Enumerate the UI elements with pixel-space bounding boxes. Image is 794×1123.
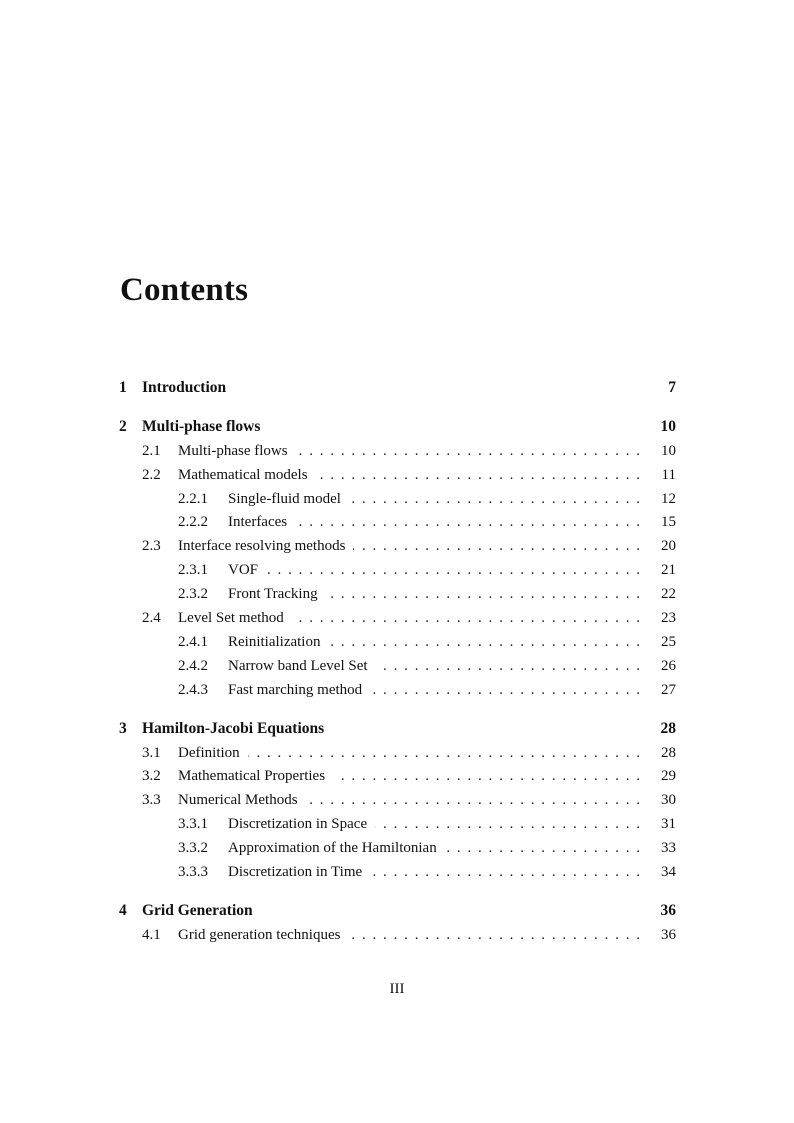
toc-entry-number: 2	[119, 418, 127, 435]
toc-entry-page: 10	[660, 418, 676, 435]
toc-entry-title: Interface resolving methods	[178, 538, 346, 554]
toc-entry[interactable]	[119, 416, 676, 438]
toc-entry-page: 15	[661, 514, 676, 530]
toc-entry-number: 2.2.1	[178, 491, 208, 507]
toc-entry[interactable]	[119, 631, 676, 653]
toc-entry[interactable]	[119, 488, 676, 510]
toc-leader-dots	[370, 679, 640, 701]
toc-leader-dots	[353, 535, 640, 557]
page-title: Contents	[120, 272, 249, 308]
toc-entry-page: 29	[661, 768, 676, 784]
toc-entry-page: 11	[661, 467, 676, 483]
toc-entry[interactable]	[119, 789, 676, 811]
toc-entry-number: 3.3.1	[178, 816, 208, 832]
toc-entry-page: 12	[661, 491, 676, 507]
toc-leader-dots	[326, 583, 640, 605]
toc-entry-number: 2.2.2	[178, 514, 208, 530]
toc-entry-title: Front Tracking	[228, 586, 318, 602]
toc-leader-dots	[316, 464, 640, 486]
toc-entry-title: Grid generation techniques	[178, 927, 341, 943]
toc-entry-number: 2.2	[142, 467, 161, 483]
toc-entry-page: 10	[661, 443, 676, 459]
toc-entry[interactable]	[119, 607, 676, 629]
toc-entry-number: 4.1	[142, 927, 161, 943]
toc-entry-title: Multi-phase flows	[178, 443, 288, 459]
toc-entry[interactable]	[119, 861, 676, 883]
toc-leader-dots	[296, 440, 640, 462]
toc-entry-number: 2.4	[142, 610, 161, 626]
toc-entry[interactable]	[119, 377, 676, 399]
toc-leader-dots	[266, 559, 640, 581]
toc-entry-number: 2.1	[142, 443, 161, 459]
toc-entry-title: Approximation of the Hamiltonian	[228, 840, 437, 856]
toc-leader-dots	[295, 511, 640, 533]
toc-entry[interactable]	[119, 765, 676, 787]
toc-entry-title: Fast marching method	[228, 682, 363, 698]
toc-leader-dots	[348, 924, 640, 946]
toc-entry[interactable]	[119, 813, 676, 835]
toc-leader-dots	[375, 813, 640, 835]
toc-entry-number: 1	[119, 379, 127, 396]
toc-entry-number: 4	[119, 902, 127, 919]
toc-entry-title: Discretization in Space	[228, 816, 368, 832]
toc-entry-page: 20	[661, 538, 676, 554]
toc-entry-number: 2.3.1	[178, 562, 208, 578]
toc-entry-page: 36	[660, 902, 676, 919]
toc-entry-number: 3.1	[142, 745, 161, 761]
toc-entry-title: VOF	[228, 562, 259, 578]
toc-entry[interactable]	[119, 440, 676, 462]
toc-leader-dots	[445, 837, 640, 859]
toc-entry-page: 33	[661, 840, 676, 856]
table-of-contents	[119, 0, 676, 1123]
toc-entry-title: Hamilton-Jacobi Equations	[142, 720, 325, 737]
toc-entry-title: Multi-phase flows	[142, 418, 261, 435]
toc-entry-title: Definition	[178, 745, 240, 761]
toc-entry-page: 22	[661, 586, 676, 602]
toc-entry-number: 2.4.3	[178, 682, 208, 698]
toc-leader-dots	[333, 765, 640, 787]
toc-entry-page: 30	[661, 792, 676, 808]
toc-entry-number: 3.3.2	[178, 840, 208, 856]
toc-entry-title: Mathematical Properties	[178, 768, 326, 784]
toc-leader-dots	[370, 861, 640, 883]
toc-entry-number: 3.3.3	[178, 864, 208, 880]
toc-entry-title: Reinitialization	[228, 634, 321, 650]
toc-leader-dots	[328, 631, 640, 653]
toc-entry[interactable]	[119, 464, 676, 486]
toc-leader-dots	[248, 742, 640, 764]
toc-entry-number: 2.4.2	[178, 658, 208, 674]
toc-entry-number: 3	[119, 720, 127, 737]
toc-entry-page: 31	[661, 816, 676, 832]
toc-entry-page: 25	[661, 634, 676, 650]
toc-entry-page: 34	[661, 864, 676, 880]
page-number: III	[389, 981, 405, 997]
toc-entry[interactable]	[119, 718, 676, 740]
toc-entry-page: 7	[668, 379, 676, 396]
toc-entry[interactable]	[119, 742, 676, 764]
toc-entry[interactable]	[119, 583, 676, 605]
toc-entry-page: 28	[661, 745, 676, 761]
toc-entry-title: Interfaces	[228, 514, 288, 530]
toc-entry-number: 2.3.2	[178, 586, 208, 602]
toc-entry[interactable]	[119, 924, 676, 946]
toc-entry-title: Narrow band Level Set	[228, 658, 368, 674]
toc-entry-title: Numerical Methods	[178, 792, 298, 808]
toc-entry-title: Mathematical models	[178, 467, 308, 483]
toc-entry-title: Introduction	[142, 379, 227, 396]
toc-entry-number: 3.3	[142, 792, 161, 808]
toc-entry[interactable]	[119, 535, 676, 557]
toc-entry-page: 21	[661, 562, 676, 578]
toc-entry-title: Single-fluid model	[228, 491, 341, 507]
toc-entry[interactable]	[119, 559, 676, 581]
toc-entry-page: 26	[661, 658, 676, 674]
toc-entry-page: 36	[661, 927, 676, 943]
toc-entry[interactable]	[119, 900, 676, 922]
toc-entry-title: Discretization in Time	[228, 864, 363, 880]
toc-entry[interactable]	[119, 679, 676, 701]
toc-entry[interactable]	[119, 511, 676, 533]
toc-leader-dots	[306, 789, 640, 811]
toc-leader-dots	[292, 607, 640, 629]
toc-entry[interactable]	[119, 837, 676, 859]
toc-entry-title: Level Set method	[178, 610, 284, 626]
toc-entry-page: 23	[661, 610, 676, 626]
toc-entry[interactable]	[119, 655, 676, 677]
toc-entry-page: 27	[661, 682, 676, 698]
toc-entry-number: 3.2	[142, 768, 161, 784]
toc-entry-number: 2.4.1	[178, 634, 208, 650]
toc-leader-dots	[349, 488, 640, 510]
toc-entry-number: 2.3	[142, 538, 161, 554]
toc-entry-page: 28	[660, 720, 676, 737]
toc-entry-title: Grid Generation	[142, 902, 253, 919]
toc-leader-dots	[376, 655, 640, 677]
